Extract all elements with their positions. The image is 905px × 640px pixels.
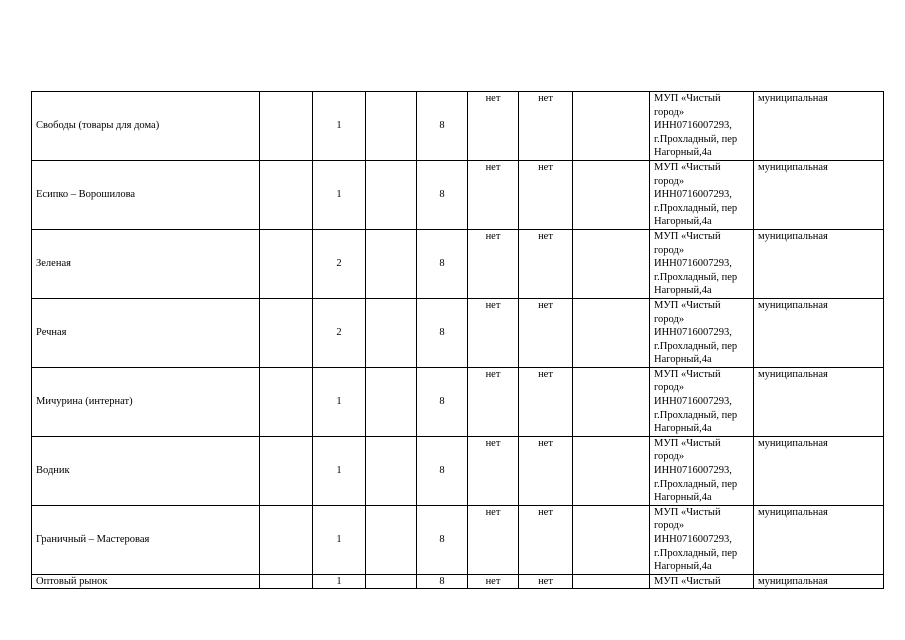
- empty-cell: [260, 229, 313, 298]
- table-row: [32, 92, 884, 161]
- flag2-cell: нет: [519, 367, 573, 436]
- flag1-cell: нет: [468, 505, 519, 574]
- empty-cell: [573, 436, 650, 505]
- empty-cell: [573, 505, 650, 574]
- ownership-cell: муниципальная: [754, 367, 884, 436]
- empty-cell: [260, 92, 313, 161]
- street-cell: Свободы (товары для дома): [32, 92, 260, 161]
- volume-cell: 8: [417, 505, 468, 574]
- volume-cell: 8: [417, 367, 468, 436]
- empty-cell: [366, 436, 417, 505]
- registry-table: [31, 91, 884, 589]
- volume-cell: 8: [417, 298, 468, 367]
- ownership-cell: муниципальная: [754, 505, 884, 574]
- table-row: [32, 436, 884, 505]
- volume-cell: 8: [417, 436, 468, 505]
- ownership-cell: муниципальная: [754, 160, 884, 229]
- flag1-cell: нет: [468, 229, 519, 298]
- count-cell: 2: [313, 298, 366, 367]
- flag2-cell: нет: [519, 229, 573, 298]
- volume-cell: 8: [417, 574, 468, 589]
- empty-cell: [573, 92, 650, 161]
- empty-cell: [366, 574, 417, 589]
- flag2-cell: нет: [519, 160, 573, 229]
- operator-cell: МУП «Чистый город» ИНН0716007293, г.Прохладный, пер Нагорный,4а: [650, 505, 754, 574]
- volume-cell: 8: [417, 229, 468, 298]
- street-cell: Есипко – Ворошилова: [32, 160, 260, 229]
- empty-cell: [366, 92, 417, 161]
- count-cell: 1: [313, 92, 366, 161]
- operator-cell: МУП «Чистый город» ИНН0716007293, г.Прохладный, пер Нагорный,4а: [650, 229, 754, 298]
- operator-cell: МУП «Чистый город» ИНН0716007293, г.Прохладный, пер Нагорный,4а: [650, 436, 754, 505]
- count-cell: 1: [313, 574, 366, 589]
- operator-cell: МУП «Чистый: [650, 574, 754, 589]
- table-row: [32, 505, 884, 574]
- street-cell: Речная: [32, 298, 260, 367]
- table-row: [32, 160, 884, 229]
- empty-cell: [573, 574, 650, 589]
- empty-cell: [260, 505, 313, 574]
- ownership-cell: муниципальная: [754, 574, 884, 589]
- count-cell: 1: [313, 160, 366, 229]
- flag2-cell: нет: [519, 92, 573, 161]
- empty-cell: [573, 229, 650, 298]
- count-cell: 1: [313, 436, 366, 505]
- volume-cell: 8: [417, 160, 468, 229]
- empty-cell: [573, 298, 650, 367]
- street-cell: Мичурина (интернат): [32, 367, 260, 436]
- flag1-cell: нет: [468, 160, 519, 229]
- table-row: [32, 298, 884, 367]
- count-cell: 1: [313, 505, 366, 574]
- empty-cell: [260, 436, 313, 505]
- flag1-cell: нет: [468, 298, 519, 367]
- empty-cell: [366, 160, 417, 229]
- operator-cell: МУП «Чистый город» ИНН0716007293, г.Прохладный, пер Нагорный,4а: [650, 160, 754, 229]
- empty-cell: [260, 160, 313, 229]
- street-cell: Оптовый рынок: [32, 574, 260, 589]
- ownership-cell: муниципальная: [754, 436, 884, 505]
- empty-cell: [366, 505, 417, 574]
- empty-cell: [260, 367, 313, 436]
- empty-cell: [260, 574, 313, 589]
- table-row: [32, 229, 884, 298]
- flag1-cell: нет: [468, 367, 519, 436]
- ownership-cell: муниципальная: [754, 298, 884, 367]
- operator-cell: МУП «Чистый город» ИНН0716007293, г.Прохладный, пер Нагорный,4а: [650, 298, 754, 367]
- count-cell: 1: [313, 367, 366, 436]
- volume-cell: 8: [417, 92, 468, 161]
- empty-cell: [366, 367, 417, 436]
- empty-cell: [260, 298, 313, 367]
- flag2-cell: нет: [519, 436, 573, 505]
- empty-cell: [573, 160, 650, 229]
- table-row: [32, 574, 884, 589]
- operator-cell: МУП «Чистый город» ИНН0716007293, г.Прохладный, пер Нагорный,4а: [650, 367, 754, 436]
- count-cell: 2: [313, 229, 366, 298]
- empty-cell: [573, 367, 650, 436]
- operator-cell: МУП «Чистый город» ИНН0716007293, г.Прохладный, пер Нагорный,4а: [650, 92, 754, 161]
- empty-cell: [366, 298, 417, 367]
- street-cell: Зеленая: [32, 229, 260, 298]
- flag2-cell: нет: [519, 505, 573, 574]
- flag1-cell: нет: [468, 92, 519, 161]
- street-cell: Граничный – Мастеровая: [32, 505, 260, 574]
- flag1-cell: нет: [468, 574, 519, 589]
- street-cell: Водник: [32, 436, 260, 505]
- empty-cell: [366, 229, 417, 298]
- table-row: [32, 367, 884, 436]
- flag2-cell: нет: [519, 574, 573, 589]
- ownership-cell: муниципальная: [754, 92, 884, 161]
- flag1-cell: нет: [468, 436, 519, 505]
- flag2-cell: нет: [519, 298, 573, 367]
- ownership-cell: муниципальная: [754, 229, 884, 298]
